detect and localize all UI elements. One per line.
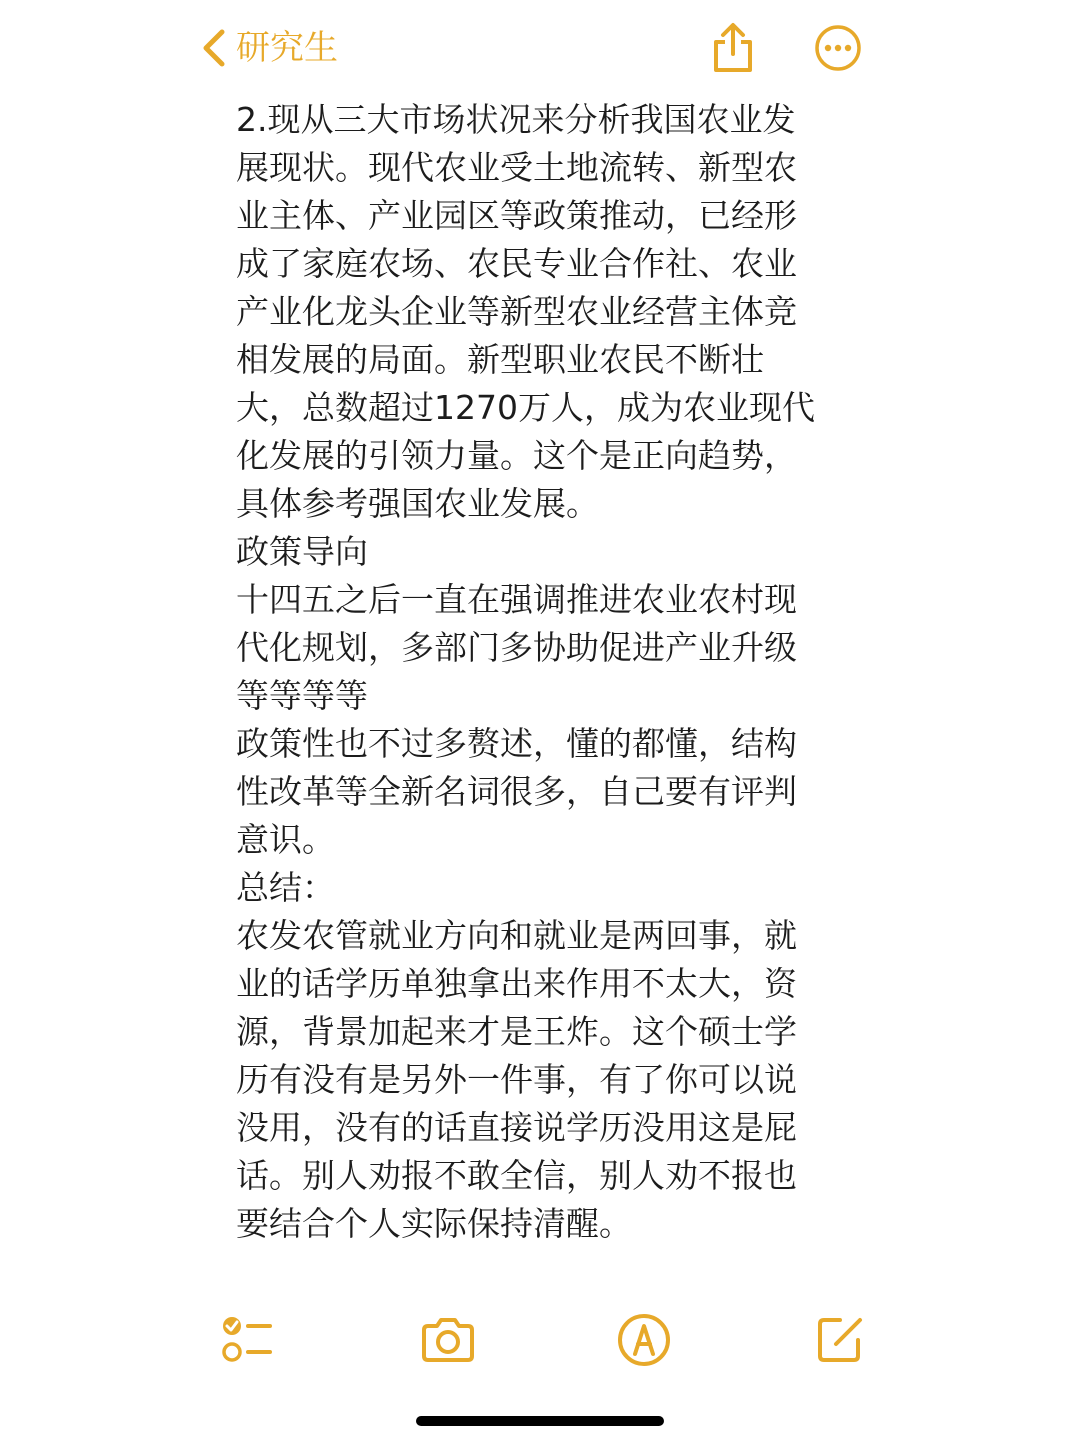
note-line: 相发展的局面。新型职业农民不断壮 — [236, 340, 764, 379]
note-line: 具体参考强国农业发展。 — [236, 484, 599, 523]
compose-button[interactable] — [810, 1310, 870, 1370]
note-line: 大，总数超过1270万人，成为农业现代 — [236, 388, 815, 427]
ellipsis-circle-icon — [814, 24, 862, 72]
note-line: 意识。 — [236, 820, 335, 859]
note-line: 业的话学历单独拿出来作用不太大，资 — [236, 964, 797, 1003]
note-line: 话。别人劝报不敢全信，别人劝不报也 — [236, 1156, 797, 1195]
note-line: 性改革等全新名词很多，自己要有评判 — [236, 772, 797, 811]
note-body[interactable] — [236, 96, 846, 1248]
note-line: 等等等等 — [236, 676, 368, 715]
note-line: 总结： — [236, 868, 335, 907]
note-line: 2.现从三大市场状况来分析我国农业发 — [236, 100, 796, 139]
note-line: 政策导向 — [236, 532, 368, 571]
note-line: 农发农管就业方向和就业是两回事，就 — [236, 916, 797, 955]
note-line: 化发展的引领力量。这个是正向趋势， — [236, 436, 797, 475]
note-line: 展现状。现代农业受土地流转、新型农 — [236, 148, 797, 187]
back-button[interactable] — [200, 22, 338, 74]
markup-pen-icon — [614, 1310, 674, 1370]
back-label: 研究生 — [236, 28, 338, 68]
checklist-button[interactable] — [218, 1310, 278, 1370]
note-line: 代化规划，多部门多协助促进产业升级 — [236, 628, 797, 667]
bottom-toolbar — [0, 1310, 1080, 1374]
note-line: 产业化龙头企业等新型农业经营主体竞 — [236, 292, 797, 331]
checklist-icon — [218, 1310, 278, 1370]
chevron-left-icon — [200, 28, 226, 68]
nav-bar — [0, 0, 1080, 96]
markup-button[interactable] — [614, 1310, 674, 1370]
note-line: 政策性也不过多赘述，懂的都懂，结构 — [236, 724, 797, 763]
home-indicator — [416, 1416, 664, 1426]
share-button[interactable] — [708, 22, 758, 74]
note-line: 没用，没有的话直接说学历没用这是屁 — [236, 1108, 797, 1147]
note-line: 源，背景加起来才是王炸。这个硕士学 — [236, 1012, 797, 1051]
camera-button[interactable] — [418, 1310, 478, 1370]
note-line: 要结合个人实际保持清醒。 — [236, 1204, 632, 1243]
note-line: 业主体、产业园区等政策推动，已经形 — [236, 196, 797, 235]
note-line: 成了家庭农场、农民专业合作社、农业 — [236, 244, 797, 283]
camera-icon — [418, 1310, 478, 1370]
compose-icon — [810, 1310, 870, 1370]
note-line: 历有没有是另外一件事，有了你可以说 — [236, 1060, 797, 1099]
more-button[interactable] — [814, 24, 862, 72]
note-line: 十四五之后一直在强调推进农业农村现 — [236, 580, 797, 619]
share-icon — [708, 22, 758, 74]
